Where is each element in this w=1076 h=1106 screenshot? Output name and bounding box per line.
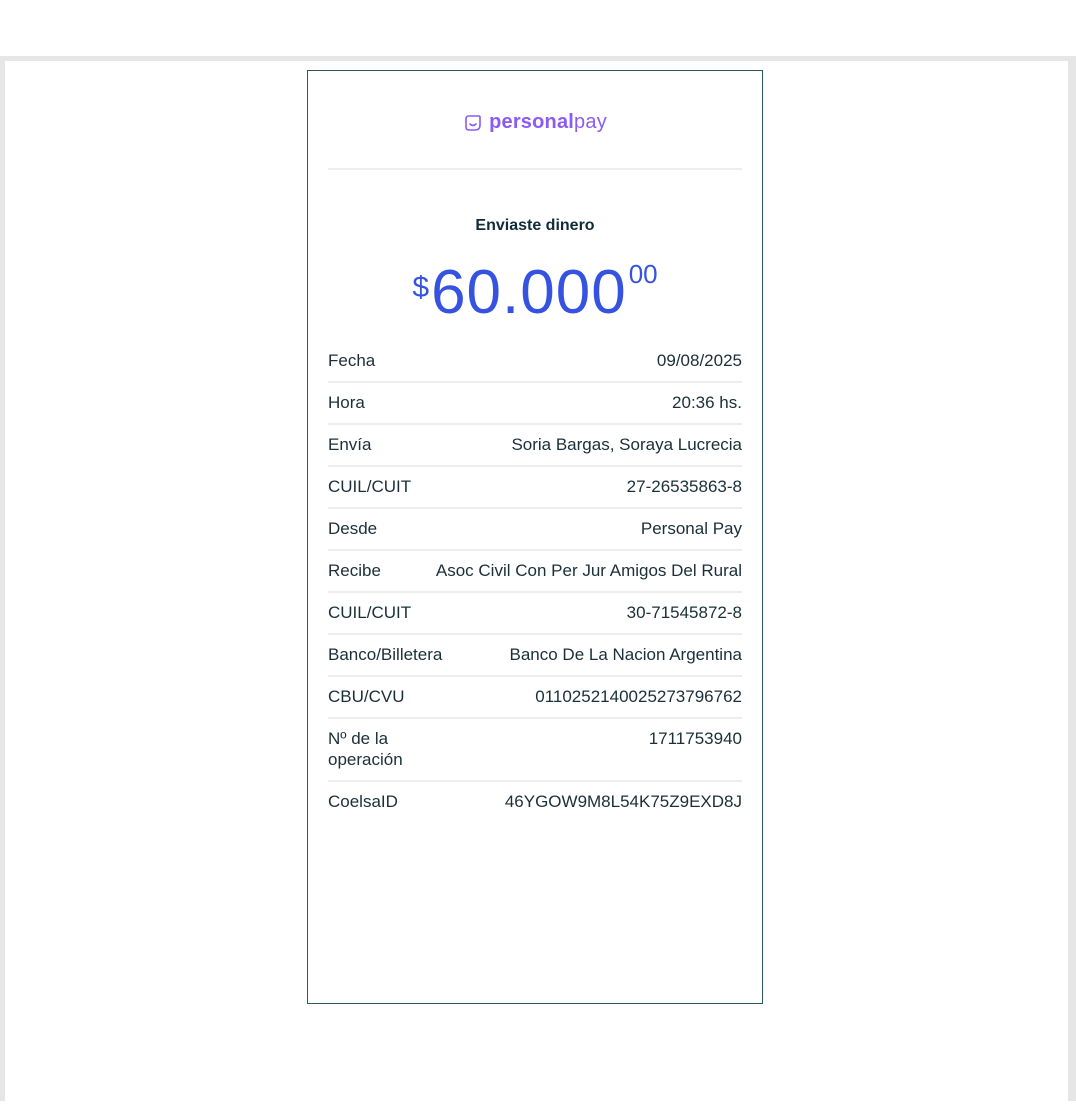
detail-label: Recibe: [328, 561, 381, 580]
amount-integer: 60.000: [431, 258, 627, 327]
detail-value: 09/08/2025: [656, 351, 742, 370]
detail-value: 20:36 hs.: [672, 393, 742, 412]
detail-value: 27-26535863-8: [626, 477, 742, 496]
detail-value: 46YGOW9M8L54K75Z9EXD8J: [504, 792, 742, 811]
detail-value: Asoc Civil Con Per Jur Amigos Del Rural: [435, 561, 742, 580]
amount-currency: $: [412, 271, 430, 304]
amount: [308, 257, 762, 328]
detail-row: [328, 719, 742, 782]
detail-row: [328, 425, 742, 467]
details-list: [328, 341, 742, 822]
detail-value: Personal Pay: [640, 519, 742, 538]
receipt-title: Enviaste dinero: [475, 217, 595, 234]
personal-pay-logo-icon: [463, 113, 483, 133]
detail-row: [328, 383, 742, 425]
detail-label: CoelsaID: [328, 792, 398, 811]
detail-row: [328, 782, 742, 822]
detail-row: [328, 677, 742, 719]
detail-row: [328, 551, 742, 593]
detail-label: Hora: [328, 393, 365, 412]
brand-name-bold: personal: [489, 111, 575, 133]
header-divider: [328, 168, 742, 170]
detail-value: Banco De La Nacion Argentina: [509, 645, 742, 664]
document-viewer: [0, 56, 1076, 1101]
detail-row: [328, 341, 742, 383]
detail-label: Envía: [328, 435, 372, 454]
detail-value: Soria Bargas, Soraya Lucrecia: [511, 435, 742, 454]
detail-row: [328, 593, 742, 635]
detail-label: Banco/Billetera: [328, 645, 443, 664]
receipt-card: [307, 70, 763, 1004]
detail-value: 1711753940: [648, 729, 742, 748]
page: [5, 61, 1068, 1106]
brand-name-light: pay: [574, 111, 607, 133]
detail-label: Desde: [328, 519, 378, 538]
detail-label: CBU/CVU: [328, 687, 405, 706]
detail-value: 30-71545872-8: [626, 603, 742, 622]
detail-label: Nº de la operación: [328, 729, 403, 769]
detail-label: CUIL/CUIT: [328, 603, 412, 622]
detail-label: Fecha: [328, 351, 376, 370]
detail-row: [328, 635, 742, 677]
detail-row: [328, 509, 742, 551]
brand-logo: [308, 111, 762, 134]
amount-decimals: 00: [628, 259, 658, 289]
detail-label: CUIL/CUIT: [328, 477, 412, 496]
detail-row: [328, 467, 742, 509]
detail-value: 0110252140025273796762: [535, 687, 742, 706]
